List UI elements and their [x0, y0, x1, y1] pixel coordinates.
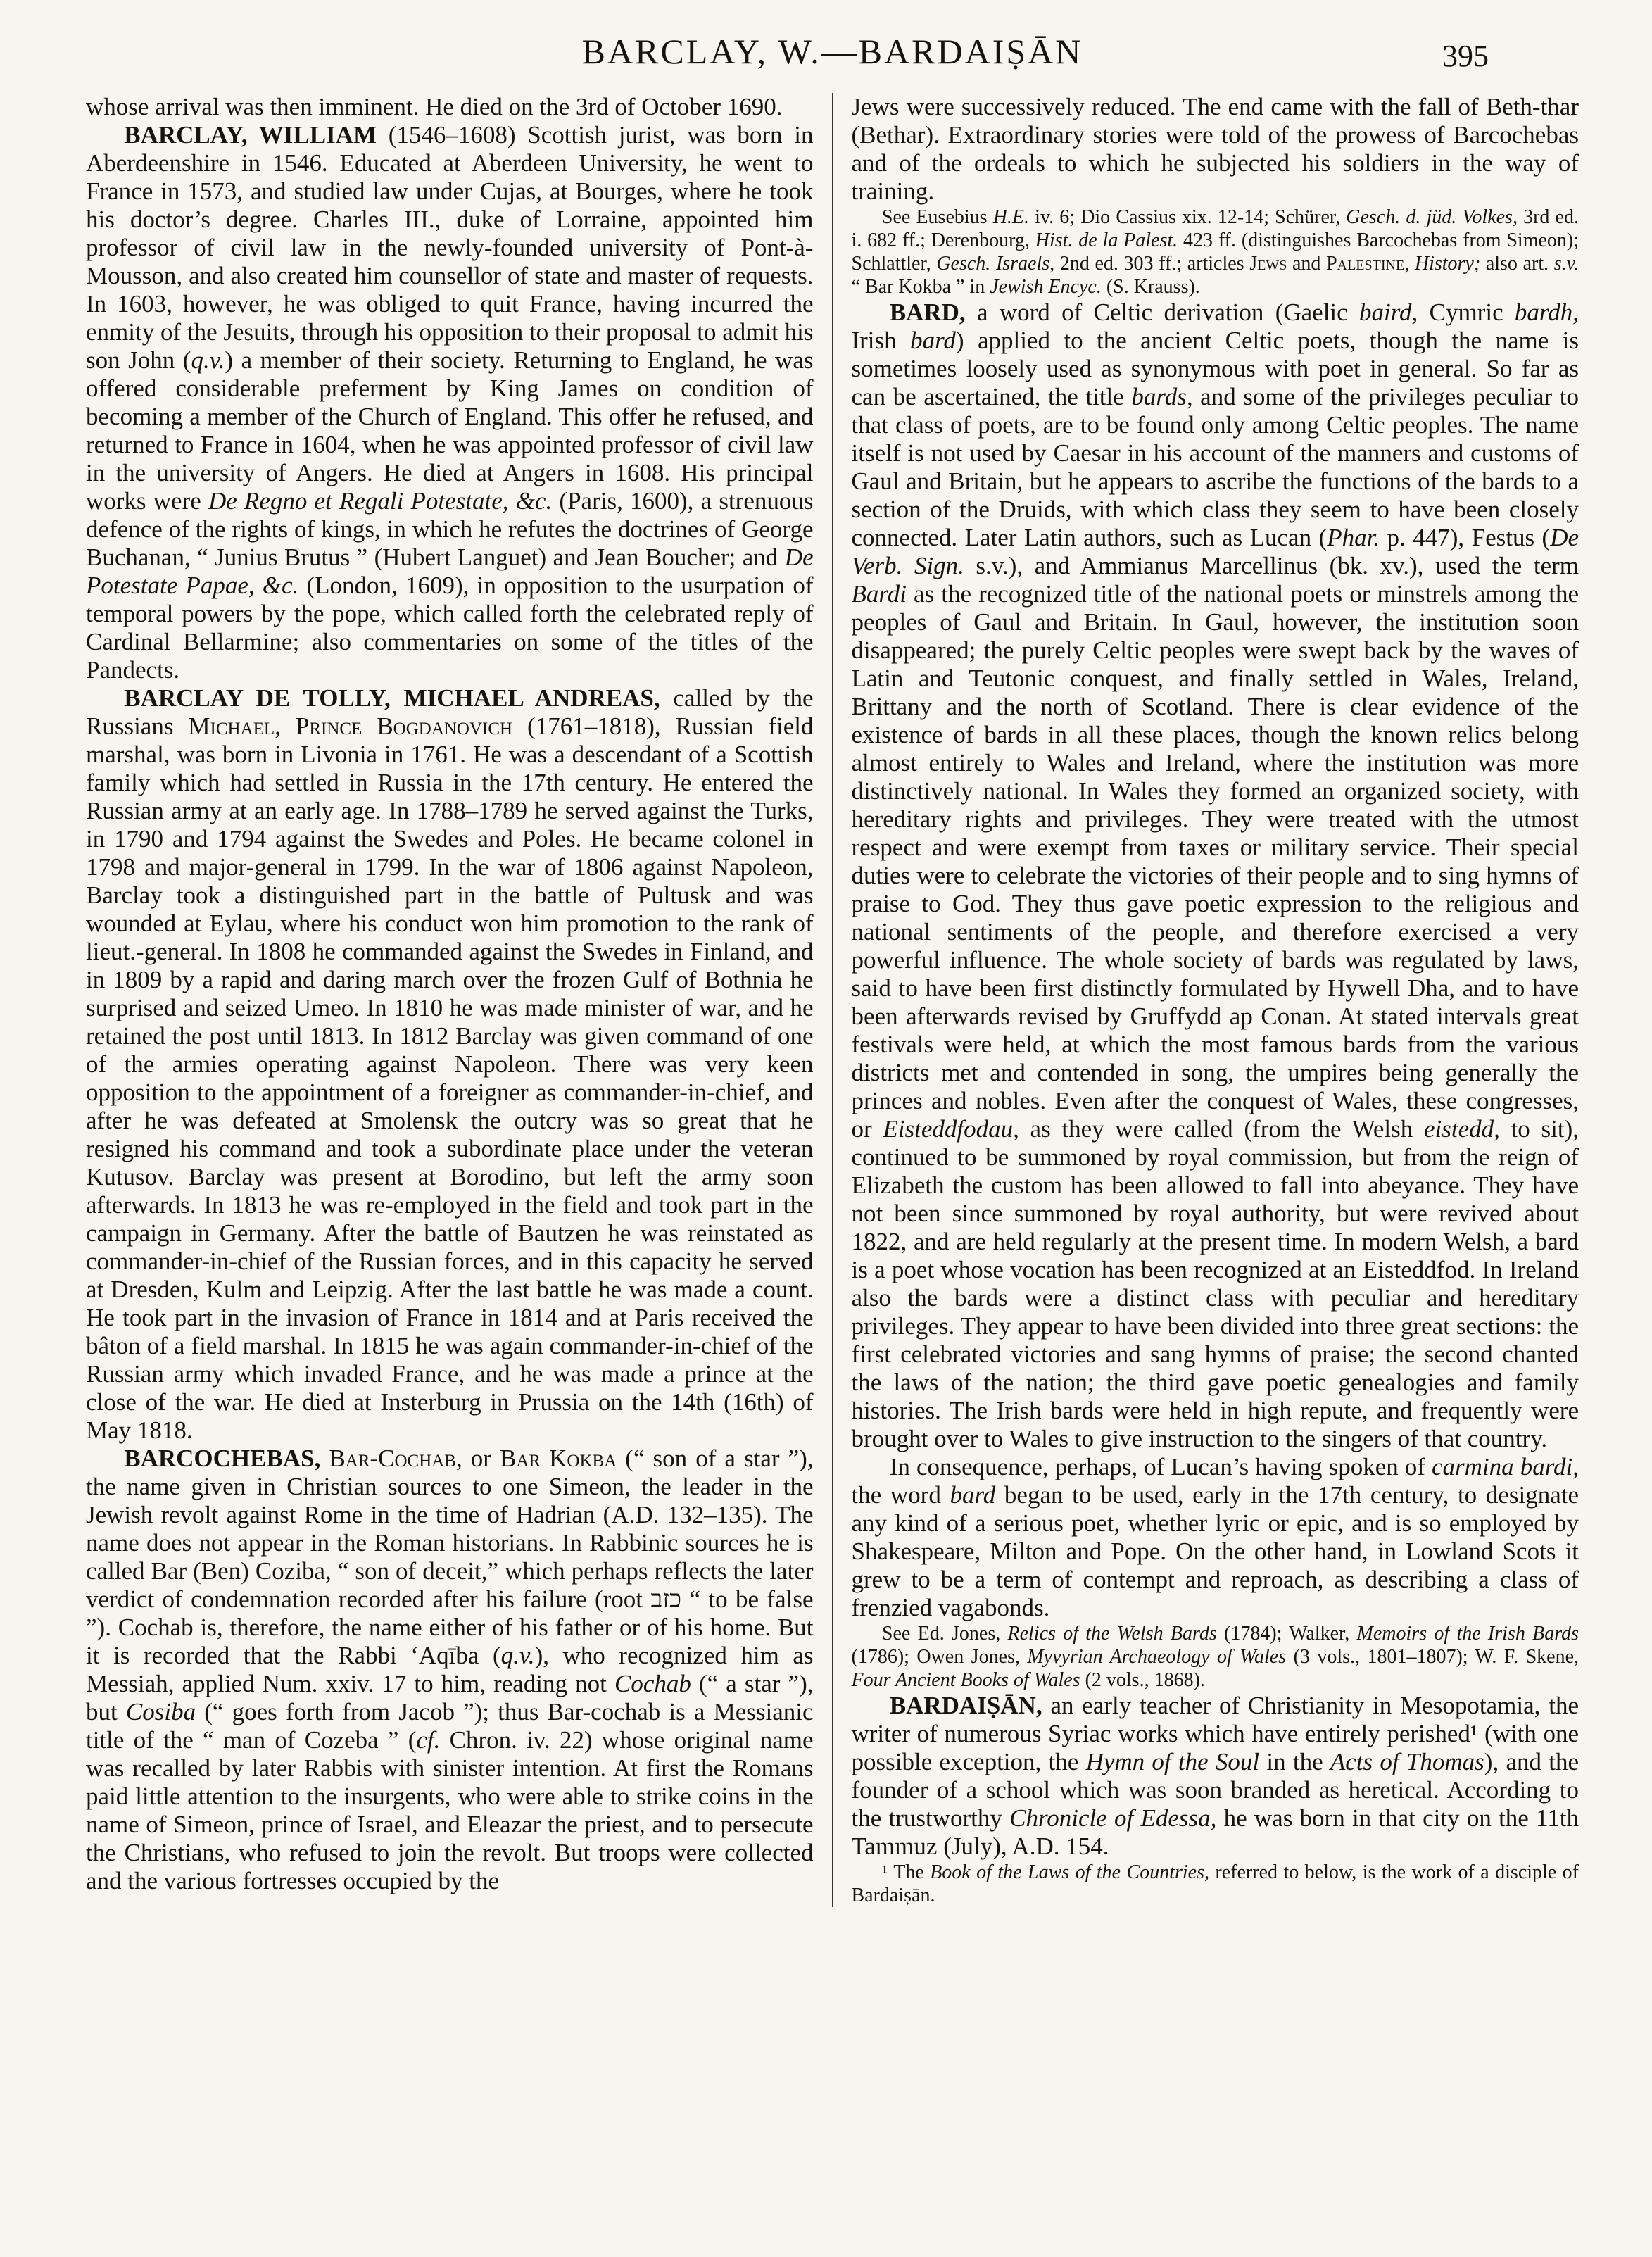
text-segment: BARCOCHEBAS, [124, 1445, 329, 1472]
text-segment: Eisteddfodau, [883, 1115, 1019, 1143]
text-segment: In consequence, perhaps, of Lucan’s having spoken of [889, 1453, 1432, 1480]
text-segment: in the [1259, 1748, 1330, 1775]
text-segment: BARDAIṢĀN, [889, 1692, 1051, 1719]
text-segment: De Potestate Papae, &c. [86, 543, 814, 599]
text-segment: called by the Russians [86, 684, 814, 740]
text-segment: “ Bar Kokba ” in [851, 276, 990, 298]
entry-paragraph [86, 684, 814, 1445]
text-columns [86, 93, 1579, 1907]
text-segment: ), who recognized him as Messiah, applied Num. xxiv. 17 to him, reading not [86, 1642, 814, 1697]
text-segment: Irish [851, 327, 911, 354]
text-segment: (S. Krauss). [1101, 276, 1200, 298]
entry-paragraph [86, 121, 814, 684]
text-segment: ), and the founder of a school which was soon branded as heretical. According to the trustworthy [851, 1748, 1579, 1832]
text-segment: Memoirs of the Irish Bards [1356, 1623, 1579, 1645]
text-segment: s.v. [1553, 253, 1579, 275]
text-segment: baird, [1359, 298, 1418, 326]
text-segment: Gesch. Israels, [936, 253, 1055, 275]
text-segment: Cymric [1418, 298, 1515, 326]
text-segment: (1784); Walker, [1216, 1623, 1357, 1645]
text-segment: Jews were successively reduced. The end came with the fall of Beth-thar (Bethar). Extraordinary stories were told of the prowess of Barcochebas and of the ordeals to which he subjected his soldiers in the way of training. [851, 93, 1579, 205]
text-segment: carmina bardi, [1432, 1453, 1580, 1480]
text-segment: bards, [1131, 383, 1193, 410]
text-segment: s.v.), and Ammianus Marcellinus (bk. xv.), used the term [964, 552, 1579, 579]
text-segment: (1786); Owen Jones, [851, 1646, 1028, 1668]
text-segment: (“ son of a star ”), the name given in Christian sources to one Simeon, the leader in the Jewish revolt against Rome in the time of Hadrian (A.D. 132–135). The name does not appear in the Roman historians. In Rabbinic sources he is called Bar (Ben) Coziba, “ son of deceit,” which perhaps reflects the later verdict of condemnation recorded after his failure (root כזב “ to be false ”). Cochab is, therefore, the name either of his father or of his home. But it is recorded that the Rabbi ‘Aqība ( [86, 1445, 814, 1669]
text-segment: bard [910, 327, 956, 354]
text-segment: See Ed. Jones, [881, 1623, 1008, 1645]
text-segment: Four Ancient Books of Wales [851, 1669, 1080, 1691]
text-segment: ¹ The [881, 1861, 931, 1883]
page-header [86, 27, 1579, 87]
text-segment: (1761–1818), Russian field marshal, was born in Livonia in 1761. He was a descendant of a Scottish family which had settled in Russia in the 17th century. He entered the Russian army at an early age. In 1788–1789 he served against the Turks, in 1790 and 1794 against the Swedes and Poles. He became colonel in 1798 and major-general in 1799. In the war of 1806 against Napoleon, Barclay took a distinguished part in the battle of Pultusk and was wounded at Eylau, where his conduct won him promotion to the rank of lieut.-general. In 1808 he commanded against the Swedes in Finland, and in 1809 by a rapid and daring march over the frozen Gulf of Bothnia he surprised and seized Umeo. In 1810 he was made minister of war, and he retained the post until 1813. In 1812 Barclay was given command of one of the armies operating against Napoleon. There was very keen opposition to the appointment of a foreigner as commander-in-chief, and after he was defeated at Smolensk the outcry was so great that he resigned his command and took a subordinate place under the veteran Kutusov. Barclay was present at Borodino, but left the army soon afterwards. In 1813 he was re-employed in the field and took part in the campaign in Germany. After the battle of Bautzen he was reinstated as commander-in-chief of the Russian forces, and in this capacity he served at Dresden, Kulm and Leipzig. After the last battle he was made a count. He took part in the invasion of France in 1814 and at Paris received the bâton of a field marshal. In 1815 he was again commander-in-chief of the Russian army which invaded France, and he was made a prince at the close of the war. He died at Insterburg in Prussia on the 14th (16th) of May 1818. [86, 712, 814, 1444]
text-segment: an early teacher of Christianity in Mesopotamia, the writer of numerous Syriac works which have entirely perished¹ (with one possible exception, the [851, 1692, 1579, 1775]
text-segment: and [1287, 253, 1327, 275]
text-segment: ) a member of their society. Returning to England, he was offered considerable preferment by King James on condition of becoming a member of the Church of England. This offer he refused, and returned to France in 1604, when he was appointed professor of civil law in the university of Angers. He died at Angers in 1608. His principal works were [86, 346, 814, 515]
text-segment: Chronicle of Edessa, [1009, 1804, 1217, 1832]
text-segment: Relics of the Welsh Bards [1007, 1623, 1217, 1645]
text-segment: or [462, 1445, 500, 1472]
text-segment: Myvyrian Archaeology of Wales [1027, 1646, 1287, 1668]
text-segment: BARCLAY, WILLIAM [124, 121, 389, 149]
text-segment: Bar Kokba [500, 1445, 617, 1472]
text-segment: the word [851, 1481, 950, 1509]
text-segment: H.E. [992, 206, 1030, 228]
text-segment: bard [950, 1481, 996, 1509]
text-segment: p. 447), Festus ( [1380, 524, 1551, 551]
text-segment: 3rd ed. i. 682 ff.; Derenbourg, [851, 206, 1579, 251]
text-segment: De Regno et Regali Potestate, &c. [208, 487, 553, 515]
text-segment: eistedd, [1423, 1115, 1500, 1143]
text-segment: as the recognized title of the national poets or minstrels among the peoples of Gaul and Britain. In Gaul, however, the institution soon disappeared; the purely Celtic peoples were swept back by the waves of Latin and Teutonic conquest, and finally settled in Wales, Ireland, Brittany and the north of Scotland. There is clear evidence of the existence of bards in all these places, though the known relics belong almost entirely to Wales and Ireland, where the institution was more distinctively national. In Wales they formed an organized society, with hereditary rights and privileges. They were treated with the utmost respect and were exempt from taxes or military service. Their special duties were to celebrate the victories of their people and to sing hymns of praise to God. They thus gave poetic expression to the religious and national sentiments of the people, and therefore exercised a very powerful influence. The whole society of bards was regulated by laws, said to have been first distinctly formulated by Hywell Dha, and to have been afterwards revised by Gruffydd ap Conan. At stated intervals great festivals were held, at which the most famous bards from the various districts met and contended in song, the umpires being generally the princes and nobles. Even after the conquest of Wales, these congresses, or [851, 580, 1579, 1143]
text-segment: referred to below, is the work of a disciple of Bardaiṣān. [851, 1861, 1579, 1906]
page-header-title: BARCLAY, W.—BARDAIṢĀN [581, 32, 1083, 71]
text-segment: (London, 1609), in opposition to the usurpation of temporal powers by the pope, which called forth the celebrated reply of Cardinal Bellarmine; also commentaries on some of the titles of the Pandects. [86, 572, 814, 684]
text-segment: whose arrival was then imminent. He died on the 3rd of October 1690. [86, 93, 783, 120]
text-segment: De Verb. Sign. [851, 524, 1579, 579]
text-segment: Gesch. d. jüd. Volkes, [1346, 206, 1518, 228]
continuation-paragraph [86, 93, 814, 121]
text-segment: Acts of Thomas [1330, 1748, 1484, 1775]
text-segment: History; [1414, 253, 1481, 275]
text-segment: BARCLAY DE TOLLY, MICHAEL ANDREAS, [124, 684, 674, 712]
text-segment: 2nd ed. 303 ff.; articles [1054, 253, 1250, 275]
text-segment: cf. [416, 1726, 441, 1754]
text-segment: bardh, [1514, 298, 1579, 326]
footnote-paragraph [852, 1861, 1580, 1907]
text-segment: q.v. [500, 1642, 535, 1669]
text-segment: Cosiba [125, 1698, 196, 1725]
text-segment: to sit), continued to be summoned by royal commission, but from the reign of Elizabeth the custom has been allowed to fall into abeyance. They have not been since summoned by royal authority, but were revived about 1822, and are held regularly at the present time. In modern Welsh, a bard is a poet whose vocation has been recognized at an Eisteddfod. In Ireland also the bards were a distinct class with peculiar and hereditary privileges. They appear to have been divided into three great sections: the first celebrated victories and sang hymns of praise; the second chanted the laws of the nation; the third gave poetic genealogies and family histories. The Irish bards were held in high repute, and frequently were brought over to Wales to give instruction to the singers of that country. [851, 1115, 1579, 1452]
text-segment: a word of Celtic derivation (Gaelic [977, 298, 1359, 326]
text-segment: (1546–1608) Scottish jurist, was born in Aberdeenshire in 1546. Educated at Aberdeen University, he went to France in 1573, and studied law under Cujas, at Bourges, where he took his doctor’s degree. Charles III., duke of Lorraine, appointed him professor of civil law in the newly-founded university of Pont-à-Mousson, and also created him counsellor of state and master of requests. In 1603, however, he was obliged to quit France, having incurred the enmity of the Jesuits, through his opposition to their proposal to admit his son John ( [86, 121, 814, 374]
body-paragraph [852, 1453, 1580, 1622]
text-segment: Bardi [851, 580, 907, 608]
text-segment: (Paris, 1600), a strenuous defence of the rights of kings, in which he refutes the doctrines of George Buchanan, “ Junius Brutus ” (Hubert Languet) and Jean Boucher; and [86, 487, 814, 571]
right-column [833, 93, 1580, 1907]
text-segment: Book of the Laws of the Countries, [930, 1861, 1209, 1883]
bibliography-paragraph [852, 206, 1580, 298]
left-column [86, 93, 832, 1907]
text-segment: 423 ff. (distinguishes Barcochebas from Simeon); Schlattler, [851, 230, 1580, 275]
text-segment: and some of the privileges peculiar to that class of poets, are to be found only among Celtic peoples. The name itself is not used by Caesar in his account of the manners and customs of Gaul and Britain, but he appears to ascribe the functions of the bards to a section of the Druids, with which class they seem to have been closely connected. Later Latin authors, such as Lucan ( [851, 383, 1579, 551]
text-segment: , [1404, 253, 1415, 275]
entry-paragraph [852, 298, 1580, 1453]
text-segment: also art. [1480, 253, 1554, 275]
text-segment: See Eusebius [881, 206, 993, 228]
text-segment: iv. 6; Dio Cassius xix. 12-14; Schürer, [1029, 206, 1347, 228]
text-segment: Chron. iv. 22) whose original name was recalled by later Rabbis with sinister intention. At first the Romans paid little attention to the insurgents, who were able to strike coins in the name of Simeon, prince of Israel, and Eleazar the priest, and to persecute the Christians, who refused to join the revolt. But troops were collected and the various fortresses occupied by the [86, 1726, 814, 1894]
text-segment: q.v. [191, 346, 225, 374]
text-segment: as they were called (from the Welsh [1019, 1115, 1424, 1143]
text-segment: Jewish Encyc. [990, 276, 1102, 298]
text-segment: Palestine [1326, 253, 1405, 275]
text-segment: (3 vols., 1801–1807); W. F. Skene, [1286, 1646, 1579, 1668]
text-segment: Jews [1249, 253, 1287, 275]
text-segment: BARD, [889, 298, 977, 326]
continuation-paragraph [852, 93, 1580, 206]
text-segment: Phar. [1327, 524, 1380, 551]
text-segment: (2 vols., 1868). [1080, 1669, 1205, 1691]
text-segment: ) applied to the ancient Celtic poets, though the name is sometimes loosely used as synonymous with poet in general. So far as can be ascertained, the title [851, 327, 1579, 410]
text-segment: Cochab [614, 1670, 691, 1697]
text-segment: (“ goes forth from Jacob ”); thus Bar-cochab is a Messianic title of the “ man of Cozeba ” ( [86, 1698, 814, 1754]
bibliography-paragraph [852, 1622, 1580, 1692]
entry-paragraph [86, 1445, 814, 1895]
page-number: 395 [1442, 39, 1489, 73]
text-segment: Hist. de la Palest. [1035, 230, 1178, 251]
text-segment: Hymn of the Soul [1085, 1748, 1260, 1775]
text-segment: (“ a star ”), but [86, 1670, 814, 1725]
entry-paragraph [852, 1692, 1580, 1861]
text-segment: Bar-Cochab, [329, 1445, 462, 1472]
text-segment: Michael, Prince Bogdanovich [188, 712, 513, 740]
text-segment: began to be used, early in the 17th century, to designate any kind of a serious poet, whether lyric or epic, and is so employed by Shakespeare, Milton and Pope. On the other hand, in Lowland Scots it grew to be a term of contempt and reproach, as describing a class of frenzied vagabonds. [851, 1481, 1579, 1621]
text-segment: he was born in that city on the 11th Tammuz (July), A.D. 154. [851, 1804, 1579, 1860]
